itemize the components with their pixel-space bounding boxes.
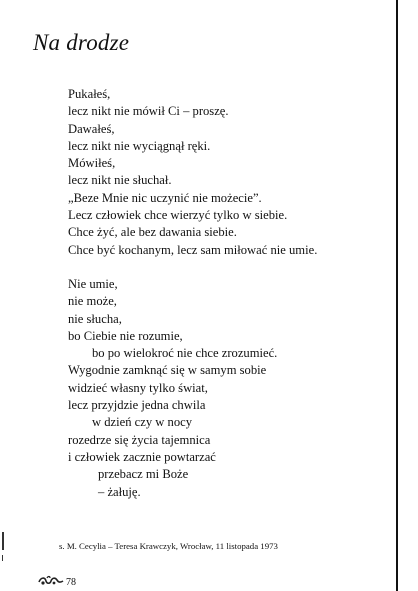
poem-line: nie może, — [68, 294, 117, 309]
poem-line: Chce być kochanym, lecz sam miłować nie umie. — [68, 242, 318, 257]
poem-line: Pukałeś, — [68, 87, 111, 101]
floral-ornament-icon — [38, 575, 64, 587]
poem-line: lecz nikt nie słuchał. — [68, 173, 172, 188]
poem-line: Lecz człowiek chce wierzyć tylko w siebie. — [68, 208, 288, 223]
poem-line: bo Ciebie nie rozumie, — [68, 328, 183, 343]
poem-line: i człowiek zacznie powtarzać — [68, 449, 216, 464]
poem-line: Dawałeś, — [68, 121, 115, 136]
poem-line: w dzień czy w nocy — [92, 415, 193, 430]
binding-mark-small — [2, 555, 3, 561]
page-number: 78 — [66, 577, 76, 588]
poem-line: „Beze Mnie nic uczynić nie możecie”. — [68, 190, 262, 205]
poem-line: Nie umie, — [68, 276, 118, 291]
poem-line: bo po wielokroć nie chce zrozumieć. — [92, 346, 278, 361]
poem-line: przebacz mi Boże — [98, 467, 189, 482]
poem-title: Na drodze — [33, 30, 130, 55]
poem-line: – żałuję. — [98, 484, 141, 499]
stanza-gap — [68, 259, 368, 276]
poem-line: Mówiłeś, — [68, 156, 116, 171]
poem-line: nie słucha, — [68, 311, 122, 326]
binding-mark — [2, 532, 4, 550]
footnote: s. M. Cecylia – Teresa Krawczyk, Wrocław, 11 listopada 1973 — [59, 541, 278, 551]
poem-body — [68, 86, 368, 501]
page-edge — [396, 0, 398, 591]
poem-line: Chce żyć, ale bez dawania siebie. — [68, 225, 237, 240]
poem-line: widzieć własny tylko świat, — [68, 380, 208, 395]
poem-line: lecz przyjdzie jedna chwila — [68, 398, 206, 413]
poem-line: Wygodnie zamknąć się w samym sobie — [68, 363, 267, 378]
poem-line: rozedrze się życia tajemnica — [68, 432, 211, 447]
stanza — [68, 276, 368, 501]
poem-line: lecz nikt nie mówił Ci – proszę. — [68, 104, 229, 119]
stanza — [68, 86, 368, 259]
poem-line: lecz nikt nie wyciągnął ręki. — [68, 138, 211, 153]
